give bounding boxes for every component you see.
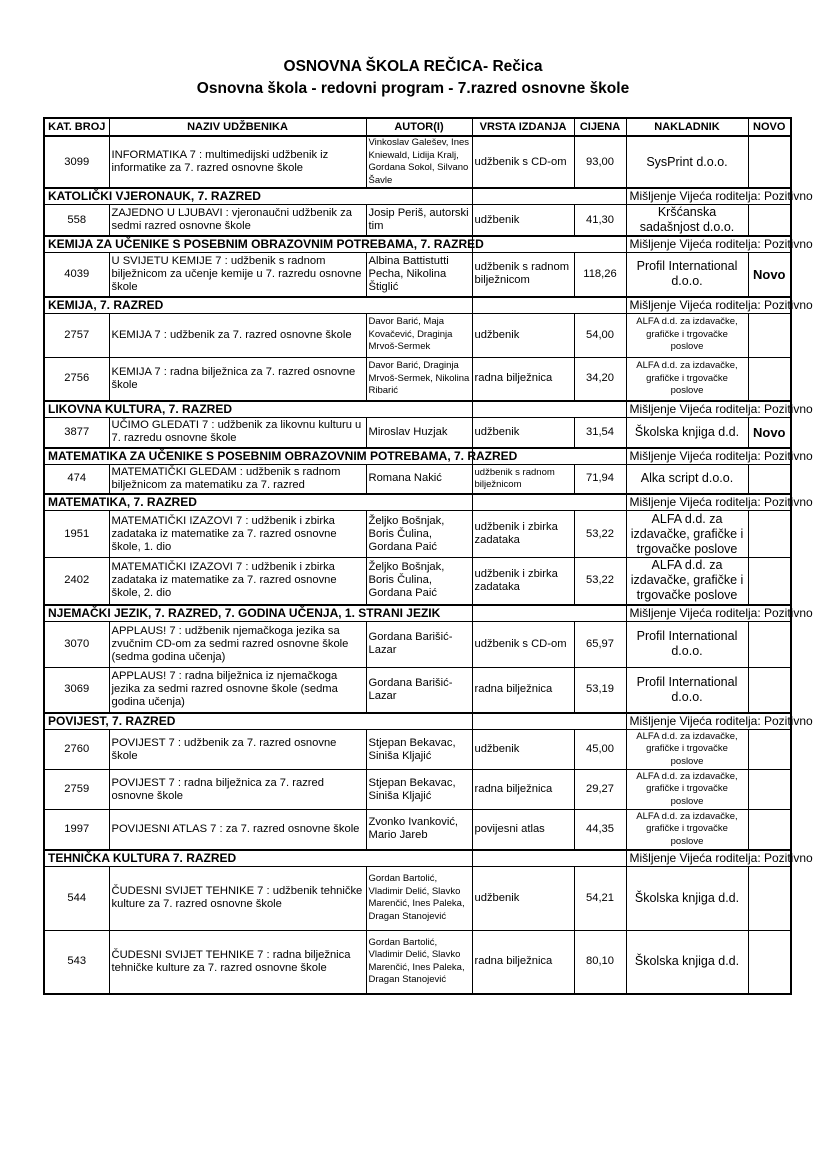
page-subtitle: Osnovna škola - redovni program - 7.razred osnovne škole xyxy=(196,80,630,97)
cell-novo: Novo xyxy=(748,253,791,297)
table-row xyxy=(44,511,791,558)
cell-vrsta: udžbenik xyxy=(472,866,574,930)
cell-autor: Miroslav Huzjak xyxy=(366,418,472,448)
section-header-row xyxy=(44,605,791,622)
cell-novo: Novo xyxy=(748,418,791,448)
cell-autor: Gordan Bartolić, Vladimir Delić, Slavko Marenčić, Ines Paleka, Dragan Stanojević xyxy=(366,930,472,994)
cell-vrsta: radna bilježnica xyxy=(472,667,574,713)
section-name: KEMIJA ZA UČENIKE S POSEBNIM OBRAZOVNIM POTREBAMA, 7. RAZRED xyxy=(44,236,472,253)
cell-kat-broj: 2757 xyxy=(44,313,109,357)
cell-vrsta: udžbenik s CD-om xyxy=(472,621,574,667)
cell-novo xyxy=(748,667,791,713)
cell-kat-broj: 3069 xyxy=(44,667,109,713)
cell-naziv: U SVIJETU KEMIJE 7 : udžbenik s radnom bilježnicom za učenje kemije u 7. razredu osnovne škole xyxy=(109,253,366,297)
cell-kat-broj: 3099 xyxy=(44,136,109,188)
cell-naziv: UČIMO GLEDATI 7 : udžbenik za likovnu kulturu u 7. razredu osnovne škole xyxy=(109,418,366,448)
cell-autor: Stjepan Bekavac, Siniša Kljajić xyxy=(366,770,472,810)
cell-kat-broj: 558 xyxy=(44,205,109,237)
section-opinion: Mišljenje Vijeća roditelja: Pozitivno xyxy=(626,297,791,314)
cell-cijena: 29,27 xyxy=(574,770,626,810)
table-row xyxy=(44,253,791,297)
cell-kat-broj: 2402 xyxy=(44,558,109,605)
table-row xyxy=(44,667,791,713)
cell-cijena: 65,97 xyxy=(574,621,626,667)
cell-autor: Gordana Barišić-Lazar xyxy=(366,667,472,713)
cell-novo xyxy=(748,558,791,605)
table-row xyxy=(44,730,791,770)
cell-nakladnik: ALFA d.d. za izdavačke, grafičke i trgovačke poslove xyxy=(626,558,748,605)
section-spacer xyxy=(472,713,626,730)
cell-novo xyxy=(748,730,791,770)
cell-autor: Vinkoslav Galešev, Ines Kniewald, Lidija Kralj, Gordana Sokol, Silvano Šavle xyxy=(366,136,472,188)
cell-kat-broj: 543 xyxy=(44,930,109,994)
section-opinion: Mišljenje Vijeća roditelja: Pozitivno xyxy=(626,236,791,253)
cell-nakladnik: Alka script d.o.o. xyxy=(626,464,748,494)
table-row xyxy=(44,418,791,448)
cell-nakladnik: ALFA d.d. za izdavačke, grafičke i trgovačke poslove xyxy=(626,770,748,810)
cell-kat-broj: 4039 xyxy=(44,253,109,297)
section-opinion: Mišljenje Vijeća roditelja: Pozitivno xyxy=(626,188,791,205)
cell-vrsta: udžbenik xyxy=(472,205,574,237)
section-spacer xyxy=(472,605,626,622)
cell-novo xyxy=(748,511,791,558)
cell-naziv: ČUDESNI SVIJET TEHNIKE 7 : udžbenik tehničke kulture za 7. razred osnovne škole xyxy=(109,866,366,930)
cell-nakladnik: ALFA d.d. za izdavačke, grafičke i trgovačke poslove xyxy=(626,810,748,850)
cell-novo xyxy=(748,866,791,930)
cell-autor: Željko Bošnjak, Boris Čulina, Gordana Paić xyxy=(366,511,472,558)
section-spacer xyxy=(472,297,626,314)
table-row xyxy=(44,866,791,930)
section-opinion: Mišljenje Vijeća roditelja: Pozitivno xyxy=(626,448,791,465)
table-row xyxy=(44,205,791,237)
cell-vrsta: povijesni atlas xyxy=(472,810,574,850)
cell-nakladnik: Školska knjiga d.d. xyxy=(626,866,748,930)
cell-cijena: 54,00 xyxy=(574,313,626,357)
cell-naziv: POVIJESNI ATLAS 7 : za 7. razred osnovne škole xyxy=(109,810,366,850)
cell-nakladnik: ALFA d.d. za izdavačke, grafičke i trgovačke poslove xyxy=(626,357,748,401)
cell-nakladnik: ALFA d.d. za izdavačke, grafičke i trgovačke poslove xyxy=(626,511,748,558)
cell-autor: Josip Periš, autorski tim xyxy=(366,205,472,237)
cell-nakladnik: ALFA d.d. za izdavačke, grafičke i trgovačke poslove xyxy=(626,313,748,357)
table-row xyxy=(44,558,791,605)
section-opinion: Mišljenje Vijeća roditelja: Pozitivno xyxy=(626,605,791,622)
cell-naziv: POVIJEST 7 : radna bilježnica za 7. razred osnovne škole xyxy=(109,770,366,810)
section-opinion: Mišljenje Vijeća roditelja: Pozitivno xyxy=(626,850,791,867)
cell-novo xyxy=(748,621,791,667)
col-header-vrsta: VRSTA IZDANJA xyxy=(472,118,574,136)
cell-novo xyxy=(748,357,791,401)
cell-novo xyxy=(748,810,791,850)
cell-nakladnik: Kršćanska sadašnjost d.o.o. xyxy=(626,205,748,237)
cell-naziv: MATEMATIČKI IZAZOVI 7 : udžbenik i zbirka zadataka iz matematike za 7. razred osnovne škole, 2. dio xyxy=(109,558,366,605)
table-row xyxy=(44,313,791,357)
section-opinion: Mišljenje Vijeća roditelja: Pozitivno xyxy=(626,494,791,511)
cell-novo xyxy=(748,313,791,357)
section-name: LIKOVNA KULTURA, 7. RAZRED xyxy=(44,401,472,418)
cell-autor: Zvonko Ivanković, Mario Jareb xyxy=(366,810,472,850)
section-header-row xyxy=(44,401,791,418)
table-row xyxy=(44,621,791,667)
cell-autor: Željko Bošnjak, Boris Čulina, Gordana Paić xyxy=(366,558,472,605)
cell-naziv: APPLAUS! 7 : radna bilježnica iz njemačkoga jezika za sedmi razred osnovne škole (sedma godina učenja) xyxy=(109,667,366,713)
section-header-row xyxy=(44,448,791,465)
cell-novo xyxy=(748,770,791,810)
cell-cijena: 54,21 xyxy=(574,866,626,930)
cell-naziv: MATEMATIČKI IZAZOVI 7 : udžbenik i zbirka zadataka iz matematike za 7. razred osnovne škole, 1. dio xyxy=(109,511,366,558)
table-row xyxy=(44,136,791,188)
cell-naziv: ZAJEDNO U LJUBAVI : vjeronaučni udžbenik za sedmi razred osnovne škole xyxy=(109,205,366,237)
table-header-row xyxy=(44,118,791,136)
cell-nakladnik: Profil International d.o.o. xyxy=(626,253,748,297)
section-spacer xyxy=(472,188,626,205)
cell-autor: Albina Battistutti Pecha, Nikolina Štiglić xyxy=(366,253,472,297)
cell-nakladnik: ALFA d.d. za izdavačke, grafičke i trgovačke poslove xyxy=(626,730,748,770)
section-opinion: Mišljenje Vijeća roditelja: Pozitivno xyxy=(626,401,791,418)
table-row xyxy=(44,770,791,810)
cell-kat-broj: 3070 xyxy=(44,621,109,667)
section-name: TEHNIČKA KULTURA 7. RAZRED xyxy=(44,850,472,867)
section-opinion: Mišljenje Vijeća roditelja: Pozitivno xyxy=(626,713,791,730)
cell-naziv: ČUDESNI SVIJET TEHNIKE 7 : radna bilježnica tehničke kulture za 7. razred osnovne škole xyxy=(109,930,366,994)
section-name: MATEMATIKA, 7. RAZRED xyxy=(44,494,472,511)
section-header-row xyxy=(44,297,791,314)
cell-cijena: 71,94 xyxy=(574,464,626,494)
cell-kat-broj: 1951 xyxy=(44,511,109,558)
cell-cijena: 80,10 xyxy=(574,930,626,994)
cell-nakladnik: Školska knjiga d.d. xyxy=(626,930,748,994)
cell-vrsta: udžbenik i zbirka zadataka xyxy=(472,511,574,558)
col-header-novo: NOVO xyxy=(748,118,791,136)
section-name: KEMIJA, 7. RAZRED xyxy=(44,297,472,314)
table-body xyxy=(44,136,813,994)
cell-cijena: 34,20 xyxy=(574,357,626,401)
section-header-row xyxy=(44,850,791,867)
cell-cijena: 118,26 xyxy=(574,253,626,297)
cell-nakladnik: Profil International d.o.o. xyxy=(626,667,748,713)
table-row xyxy=(44,464,791,494)
cell-vrsta: udžbenik s radnom bilježnicom xyxy=(472,464,574,494)
section-name: KATOLIČKI VJERONAUK, 7. RAZRED xyxy=(44,188,472,205)
cell-autor: Davor Barić, Maja Kovačević, Draginja Mrvoš-Sermek xyxy=(366,313,472,357)
cell-autor: Davor Barić, Draginja Mrvoš-Sermek, Nikolina Ribarić xyxy=(366,357,472,401)
section-name: NJEMAČKI JEZIK, 7. RAZRED, 7. GODINA UČENJA, 1. STRANI JEZIK xyxy=(44,605,472,622)
cell-cijena: 41,30 xyxy=(574,205,626,237)
cell-vrsta: radna bilježnica xyxy=(472,357,574,401)
section-spacer xyxy=(472,236,626,253)
section-header-row xyxy=(44,188,791,205)
cell-cijena: 31,54 xyxy=(574,418,626,448)
cell-autor: Gordana Barišić-Lazar xyxy=(366,621,472,667)
cell-cijena: 53,22 xyxy=(574,511,626,558)
page-title: OSNOVNA ŠKOLA REČICA- Rečica xyxy=(283,58,543,75)
col-header-autor: AUTOR(I) xyxy=(366,118,472,136)
cell-nakladnik: SysPrint d.o.o. xyxy=(626,136,748,188)
cell-naziv: KEMIJA 7 : udžbenik za 7. razred osnovne škole xyxy=(109,313,366,357)
cell-kat-broj: 474 xyxy=(44,464,109,494)
cell-cijena: 53,22 xyxy=(574,558,626,605)
cell-autor: Gordan Bartolić, Vladimir Delić, Slavko Marenčić, Ines Paleka, Dragan Stanojević xyxy=(366,866,472,930)
section-name: POVIJEST, 7. RAZRED xyxy=(44,713,472,730)
cell-kat-broj: 2759 xyxy=(44,770,109,810)
cell-novo xyxy=(748,205,791,237)
section-spacer xyxy=(472,401,626,418)
col-header-nakladnik: NAKLADNIK xyxy=(626,118,748,136)
cell-cijena: 93,00 xyxy=(574,136,626,188)
cell-autor: Romana Nakić xyxy=(366,464,472,494)
cell-cijena: 44,35 xyxy=(574,810,626,850)
col-header-kat-broj: KAT. BROJ xyxy=(44,118,109,136)
section-name: MATEMATIKA ZA UČENIKE S POSEBNIM OBRAZOVNIM POTREBAMA, 7. RAZRED xyxy=(44,448,472,465)
cell-kat-broj: 2756 xyxy=(44,357,109,401)
cell-kat-broj: 544 xyxy=(44,866,109,930)
cell-naziv: KEMIJA 7 : radna bilježnica za 7. razred osnovne škole xyxy=(109,357,366,401)
cell-novo xyxy=(748,464,791,494)
cell-novo xyxy=(748,136,791,188)
cell-vrsta: radna bilježnica xyxy=(472,930,574,994)
section-header-row xyxy=(44,236,791,253)
cell-cijena: 45,00 xyxy=(574,730,626,770)
cell-naziv: MATEMATIČKI GLEDAM : udžbenik s radnom bilježnicom za matematiku za 7. razred xyxy=(109,464,366,494)
section-header-row xyxy=(44,494,791,511)
cell-kat-broj: 2760 xyxy=(44,730,109,770)
section-spacer xyxy=(472,494,626,511)
cell-nakladnik: Školska knjiga d.d. xyxy=(626,418,748,448)
cell-nakladnik: Profil International d.o.o. xyxy=(626,621,748,667)
section-spacer xyxy=(472,850,626,867)
cell-vrsta: udžbenik xyxy=(472,313,574,357)
section-header-row xyxy=(44,713,791,730)
cell-kat-broj: 3877 xyxy=(44,418,109,448)
col-header-naziv: NAZIV UDŽBENIKA xyxy=(109,118,366,136)
cell-vrsta: udžbenik i zbirka zadataka xyxy=(472,558,574,605)
cell-autor: Stjepan Bekavac, Siniša Kljajić xyxy=(366,730,472,770)
cell-vrsta: udžbenik s CD-om xyxy=(472,136,574,188)
cell-naziv: INFORMATIKA 7 : multimedijski udžbenik iz informatike za 7. razred osnovne škole xyxy=(109,136,366,188)
cell-kat-broj: 1997 xyxy=(44,810,109,850)
table-row xyxy=(44,810,791,850)
cell-cijena: 53,19 xyxy=(574,667,626,713)
cell-vrsta: udžbenik xyxy=(472,730,574,770)
cell-naziv: POVIJEST 7 : udžbenik za 7. razred osnovne škole xyxy=(109,730,366,770)
col-header-cijena: CIJENA xyxy=(574,118,626,136)
textbook-table xyxy=(43,117,813,995)
cell-vrsta: udžbenik s radnom bilježnicom xyxy=(472,253,574,297)
table-row xyxy=(44,357,791,401)
cell-vrsta: radna bilježnica xyxy=(472,770,574,810)
cell-vrsta: udžbenik xyxy=(472,418,574,448)
cell-novo xyxy=(748,930,791,994)
table-row xyxy=(44,930,791,994)
cell-naziv: APPLAUS! 7 : udžbenik njemačkoga jezika sa zvučnim CD-om za sedmi razred osnovne škole (sedma godina učenja) xyxy=(109,621,366,667)
